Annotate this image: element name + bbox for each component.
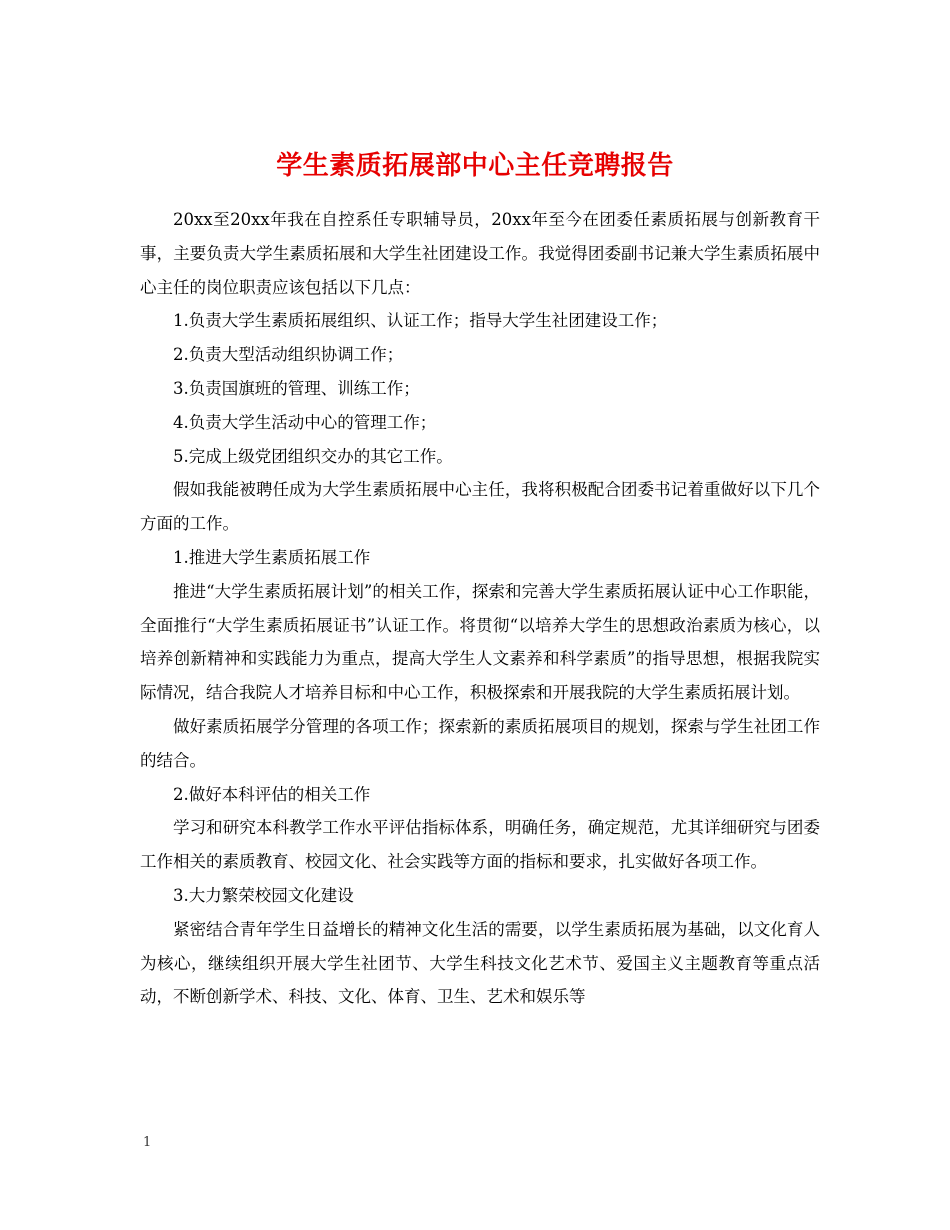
section-1-paragraph-2: 做好素质拓展学分管理的各项工作；探索新的素质拓展项目的规划，探索与学生社团工作的结合。: [140, 716, 820, 770]
section-heading-3: 3.大力繁荣校园文化建设: [173, 885, 354, 905]
duty-item-3: 3.负责国旗班的管理、训练工作；: [173, 378, 420, 398]
document-body: [140, 203, 820, 1014]
section-heading-1: 1.推进大学生素质拓展工作: [173, 547, 371, 567]
paragraph-plan: 假如我能被聘任成为大学生素质拓展中心主任，我将积极配合团委书记着重做好以下几个方面的工作。: [140, 480, 820, 534]
section-heading-2: 2.做好本科评估的相关工作: [173, 784, 371, 804]
duty-item-1: 1.负责大学生素质拓展组织、认证工作；指导大学生社团建设工作；: [173, 311, 668, 331]
page-number: 1: [143, 1135, 152, 1150]
duty-item-5: 5.完成上级党团组织交办的其它工作。: [173, 446, 453, 466]
section-2-paragraph: 学习和研究本科教学工作水平评估指标体系，明确任务，确定规范，尤其详细研究与团委工作相关的素质教育、校园文化、社会实践等方面的指标和要求，扎实做好各项工作。: [140, 818, 820, 872]
duty-item-2: 2.负责大型活动组织协调工作；: [173, 345, 404, 365]
paragraph-intro: 20xx至20xx年我在自控系任专职辅导员，20xx年至今在团委任素质拓展与创新教育干事，主要负责大学生素质拓展和大学生社团建设工作。我觉得团委副书记兼大学生素质拓展中心主任的岗位职责应该包括以下几点：: [140, 210, 820, 297]
section-3-paragraph: 紧密结合青年学生日益增长的精神文化生活的需要，以学生素质拓展为基础，以文化育人为核心，继续组织开展大学生社团节、大学生科技文化艺术节、爱国主义主题教育等重点活动，不断创新学术、科技、文化、体育、卫生、艺术和娱乐等: [140, 919, 820, 1007]
document-title: 学生素质拓展部中心主任竞聘报告: [276, 151, 674, 182]
section-1-paragraph-1: 推进“大学生素质拓展计划”的相关工作，探索和完善大学生素质拓展认证中心工作职能，全面推行“大学生素质拓展证书”认证工作。将贯彻“以培养大学生的思想政治素质为核心，以培养创新精神和实践能力为重点，提高大学生人文素养和科学素质”的指导思想，根据我院实际情况，结合我院人才培养目标和中心工作，积极探索和开展我院的大学生素质拓展计划。: [140, 581, 820, 703]
duty-item-4: 4.负责大学生活动中心的管理工作；: [173, 412, 437, 432]
